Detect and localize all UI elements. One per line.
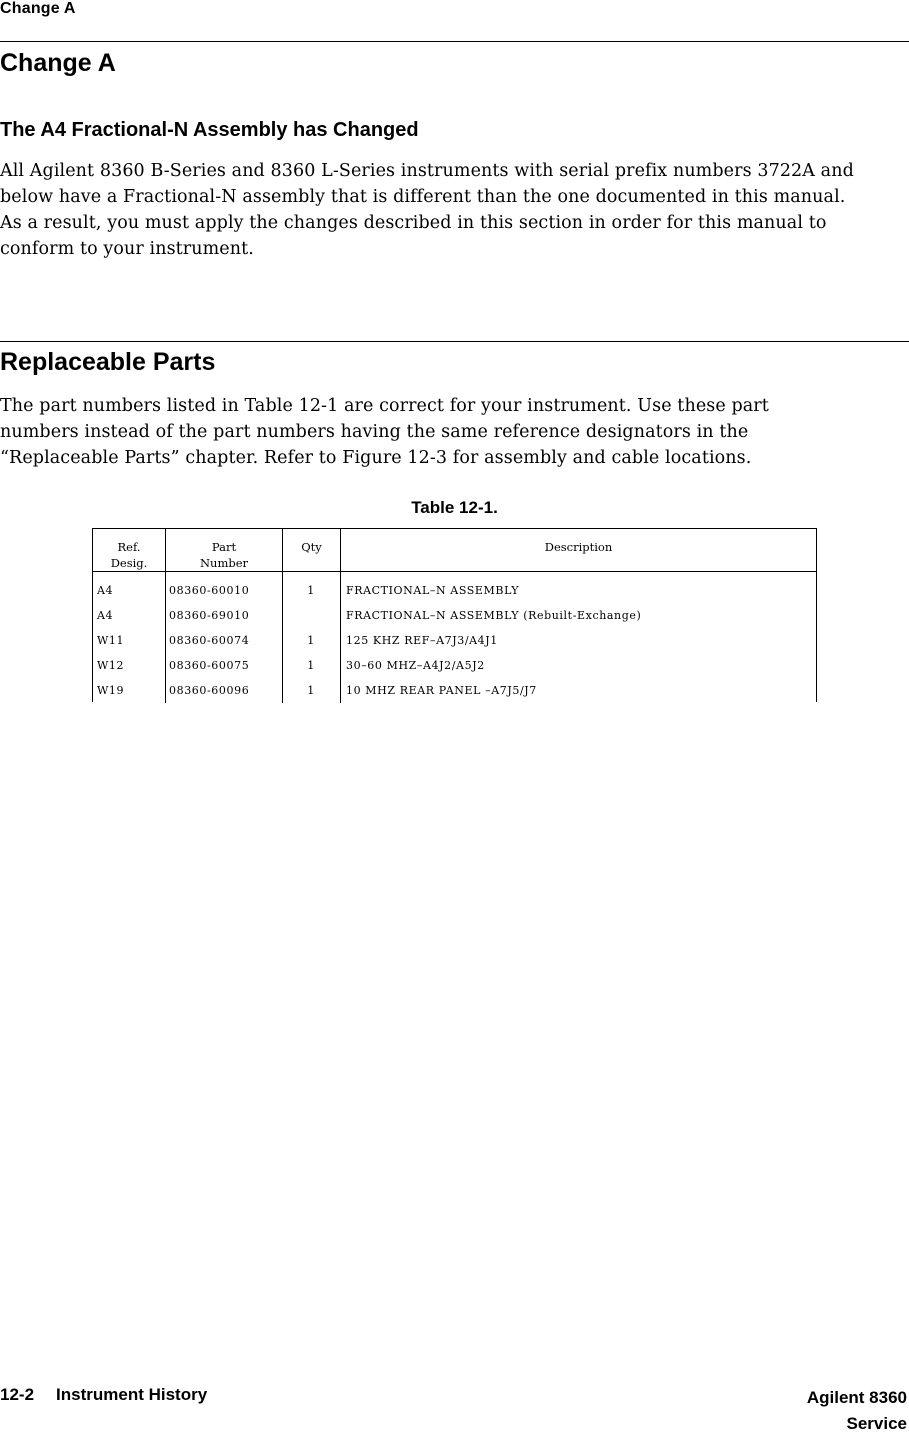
cell-description: FRACTIONAL–N ASSEMBLY xyxy=(346,584,520,597)
page-number: 12-2 xyxy=(0,1385,35,1404)
paragraph-line: As a result, you must apply the changes described in this section in order for this manual to xyxy=(0,213,827,233)
table-row xyxy=(93,584,816,608)
cell-part-number: 08360-60010 xyxy=(169,584,250,597)
paragraph-line: conform to your instrument. xyxy=(0,239,254,259)
cell-ref-desig: W12 xyxy=(97,659,125,672)
cell-description: 10 MHZ REAR PANEL –A7J5/J7 xyxy=(346,684,537,697)
table-row xyxy=(93,609,816,633)
cell-part-number: 08360-60075 xyxy=(169,659,250,672)
page-footer-right xyxy=(807,1385,907,1437)
parts-paragraph xyxy=(0,393,906,471)
header-part-number: Part Number xyxy=(199,540,249,570)
cell-ref-desig: A4 xyxy=(97,609,114,622)
header-description: Description xyxy=(544,540,613,554)
cell-description: 30–60 MHZ–A4J2/A5J2 xyxy=(346,659,485,672)
manual-type: Service xyxy=(846,1414,907,1433)
intro-paragraph xyxy=(0,158,906,262)
paragraph-line: below have a Fractional-N assembly that is different than the one documented in this manual. xyxy=(0,187,846,207)
running-header: Change A xyxy=(0,0,76,17)
cell-part-number: 08360-60074 xyxy=(169,634,250,647)
page-footer-left xyxy=(0,1385,207,1405)
cell-qty: 1 xyxy=(307,659,315,672)
product-name: Agilent 8360 xyxy=(806,1388,907,1407)
table-row xyxy=(93,684,816,708)
cell-description: FRACTIONAL–N ASSEMBLY (Rebuilt-Exchange) xyxy=(346,609,642,622)
section-divider xyxy=(0,341,909,342)
paragraph-line: All Agilent 8360 B-Series and 8360 L-Series instruments with serial prefix numbers 3722A and xyxy=(0,161,854,181)
cell-ref-desig: A4 xyxy=(97,584,114,597)
paragraph-line: numbers instead of the part numbers having the same reference designators in the xyxy=(0,422,749,442)
cell-qty: 1 xyxy=(307,684,315,697)
cell-qty: 1 xyxy=(307,584,315,597)
table-row xyxy=(93,659,816,683)
paragraph-line: The part numbers listed in Table 12-1 are correct for your instrument. Use these part xyxy=(0,396,769,416)
header-qty: Qty xyxy=(301,540,322,554)
cell-ref-desig: W19 xyxy=(97,684,125,697)
table-row xyxy=(93,634,816,658)
paragraph-line: “Replaceable Parts” chapter. Refer to Figure 12-3 for assembly and cable locations. xyxy=(0,448,752,468)
section-divider xyxy=(0,41,909,42)
cell-part-number: 08360-60096 xyxy=(169,684,250,697)
header-ref-desig: Ref. Desig. xyxy=(110,540,148,570)
cell-ref-desig: W11 xyxy=(97,634,125,647)
chapter-name: Instrument History xyxy=(56,1385,208,1404)
header-divider xyxy=(93,571,816,572)
cell-qty: 1 xyxy=(307,634,315,647)
cell-part-number: 08360-69010 xyxy=(169,609,250,622)
table-caption: Table 12-1. xyxy=(411,498,498,517)
section-subtitle: The A4 Fractional-N Assembly has Changed xyxy=(0,119,419,141)
replaceable-parts-title: Replaceable Parts xyxy=(0,348,216,376)
cell-description: 125 KHZ REF–A7J3/A4J1 xyxy=(346,634,498,647)
section-title: Change A xyxy=(0,49,116,77)
parts-table xyxy=(92,528,817,702)
